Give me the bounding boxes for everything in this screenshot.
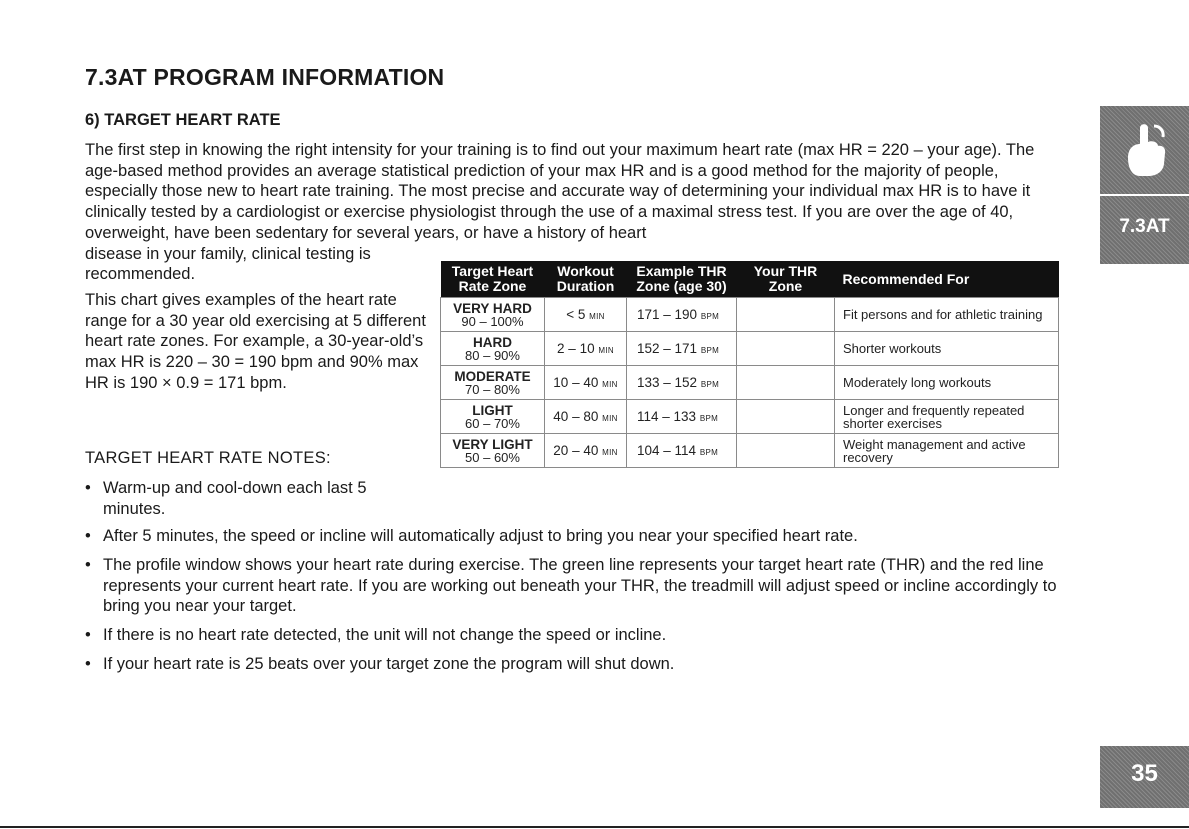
note-item: [85, 654, 1075, 675]
table-row: [441, 332, 1059, 366]
example-thr-cell: [627, 298, 737, 332]
hand-tab: [1100, 106, 1189, 194]
min-unit: MIN: [598, 346, 614, 355]
your-thr-cell: [737, 298, 835, 332]
duration-cell: [545, 400, 627, 434]
target-heart-rate-table: [440, 261, 1059, 468]
min-unit: MIN: [602, 448, 618, 457]
min-unit: MIN: [589, 312, 605, 321]
duration-value: < 5: [566, 307, 586, 322]
page-number: 35: [1131, 760, 1158, 787]
table-row: [441, 366, 1059, 400]
bpm-unit: BPM: [700, 380, 720, 389]
note-text: If there is no heart rate detected, the unit will not change the speed or incline.: [103, 626, 667, 644]
recommended-cell: Shorter workouts: [835, 332, 1059, 366]
note-text: After 5 minutes, the speed or incline will automatically adjust to bring you near your specified heart rate.: [103, 527, 858, 545]
example-thr-cell: [627, 366, 737, 400]
bullet-icon: •: [85, 655, 91, 673]
note-item: [85, 526, 1075, 547]
intro-paragraph-tail-1: disease in your family, clinical testing is: [85, 245, 371, 263]
zone-cell: [441, 400, 545, 434]
section-title: 6) TARGET HEART RATE: [85, 111, 281, 129]
note-text: Warm-up and cool-down each last 5 minutes.: [103, 479, 367, 518]
your-thr-cell: [737, 434, 835, 468]
table-row: [441, 298, 1059, 332]
duration-value: 10 – 40: [553, 375, 599, 390]
intro-paragraph: The first step in knowing the right intensity for your training is to find out your maximum heart rate (max HR = 220 – your age). The age-based method provides an average statistical prediction of your max HR and is a good method for the majority of people, especially those new to heart rate training. The most precise and accurate way of determining your individual max HR is to have it clinically tested by a cardiologist or exercise physiologist through the use of a maximal stress test. If you are over the age of 40, overweight, have been sedentary for several years, or have a history of heart: [85, 141, 1035, 242]
page-number-tab: [1100, 746, 1189, 808]
recommended-cell: Weight management and active recovery: [835, 434, 1059, 468]
page-title: 7.3AT PROGRAM INFORMATION: [85, 64, 445, 90]
duration-cell: [545, 332, 627, 366]
duration-value: 2 – 10: [557, 341, 595, 356]
header-zone: Target Heart Rate Zone: [441, 261, 545, 298]
bullet-icon: •: [85, 626, 91, 644]
duration-value: 40 – 80: [553, 409, 599, 424]
table-row: [441, 434, 1059, 468]
note-item: [85, 625, 1075, 646]
duration-cell: [545, 298, 627, 332]
section-tab-label: 7.3AT: [1119, 216, 1170, 237]
zone-cell: [441, 366, 545, 400]
bpm-unit: BPM: [700, 346, 720, 355]
bottom-rule: [0, 826, 1189, 828]
example-thr-cell: [627, 332, 737, 366]
note-item: [85, 555, 1075, 617]
recommended-cell: Longer and frequently repeated shorter exercises: [835, 400, 1059, 434]
zone-range: 50 – 60%: [465, 449, 520, 465]
table-header-row: [441, 261, 1059, 298]
section-tab: [1100, 196, 1189, 264]
zone-name: VERY HARD: [453, 300, 532, 316]
min-unit: MIN: [602, 414, 618, 423]
zone-name: MODERATE: [454, 368, 531, 384]
example-thr-cell: [627, 434, 737, 468]
notes-heading: TARGET HEART RATE NOTES:: [85, 449, 331, 467]
chart-description: This chart gives examples of the heart rate range for a 30 year old exercising at 5 different heart rate zones. For example, a 30-year-old’s max HR is 220 – 30 = 190 bpm and 90% max HR is 190 × 0.9 = 171 bpm.: [85, 291, 426, 392]
thr-value: 152 – 171: [637, 341, 698, 356]
zone-name: VERY LIGHT: [452, 436, 533, 452]
note-text: The profile window shows your heart rate during exercise. The green line represents your target heart rate (THR) and the red line represents your current heart rate. If you are working out beneath your THR, the treadmill will adjust speed or incline accordingly to bring you near your target.: [103, 556, 1057, 616]
zone-cell: [441, 332, 545, 366]
zone-cell: [441, 434, 545, 468]
bpm-unit: BPM: [700, 312, 720, 321]
duration-cell: [545, 434, 627, 468]
bullet-icon: •: [85, 527, 91, 545]
recommended-cell: Fit persons and for athletic training: [835, 298, 1059, 332]
zone-cell: [441, 298, 545, 332]
example-thr-cell: [627, 400, 737, 434]
thr-value: 114 – 133: [637, 409, 697, 424]
thr-value: 133 – 152: [637, 375, 698, 390]
thr-value: 104 – 114: [637, 443, 697, 458]
min-unit: MIN: [602, 380, 618, 389]
your-thr-cell: [737, 366, 835, 400]
zone-name: LIGHT: [472, 402, 513, 418]
header-example-thr: Example THR Zone (age 30): [627, 261, 737, 298]
your-thr-cell: [737, 400, 835, 434]
header-duration: Workout Duration: [545, 261, 627, 298]
zone-range: 80 – 90%: [465, 347, 520, 363]
bullet-icon: •: [85, 479, 91, 497]
table-row: [441, 400, 1059, 434]
zone-range: 90 – 100%: [461, 313, 524, 329]
header-your-thr: Your THR Zone: [737, 261, 835, 298]
zone-name: HARD: [473, 334, 512, 350]
bullet-icon: •: [85, 556, 91, 574]
bpm-unit: BPM: [699, 414, 719, 423]
note-text: If your heart rate is 25 beats over your target zone the program will shut down.: [103, 655, 675, 673]
header-recommended: Recommended For: [835, 261, 1059, 298]
hand-pointing-icon: [1118, 118, 1170, 182]
recommended-cell: Moderately long workouts: [835, 366, 1059, 400]
zone-range: 60 – 70%: [465, 415, 520, 431]
bpm-unit: BPM: [699, 448, 719, 457]
duration-cell: [545, 366, 627, 400]
zone-range: 70 – 80%: [465, 381, 520, 397]
duration-value: 20 – 40: [553, 443, 599, 458]
your-thr-cell: [737, 332, 835, 366]
thr-value: 171 – 190: [637, 307, 698, 322]
note-item: [85, 478, 405, 519]
intro-paragraph-tail-2: recommended.: [85, 265, 196, 283]
